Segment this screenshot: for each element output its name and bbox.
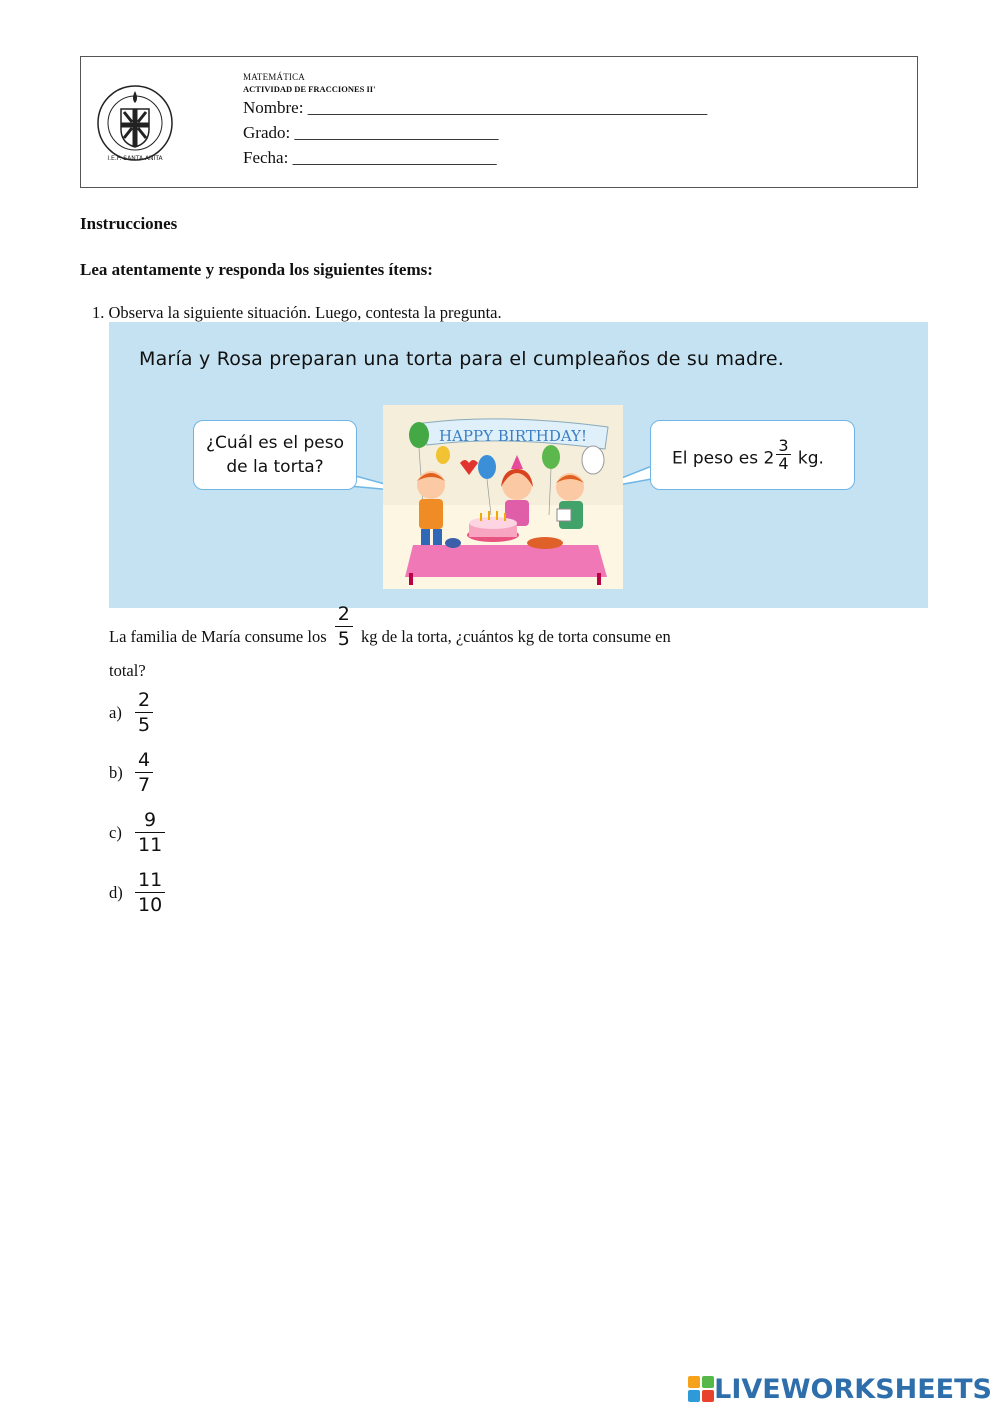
- question-1-prompt: [92, 303, 502, 323]
- option-fraction: [135, 748, 153, 797]
- option-label: b): [109, 762, 123, 782]
- fraction-numerator: 9: [135, 808, 165, 833]
- worksheet-header: [80, 56, 918, 188]
- bubble-right-suffix: kg.: [797, 448, 824, 469]
- option-b[interactable]: [109, 748, 157, 797]
- fraction-denominator: 7: [138, 774, 151, 796]
- question-number: 1.: [92, 303, 105, 322]
- fraction-numerator: 2: [335, 602, 353, 627]
- option-a[interactable]: [109, 688, 157, 737]
- bubble-right-prefix: El peso es 2: [672, 448, 775, 469]
- fraction-numerator: 3: [778, 436, 789, 455]
- birthday-illustration: [383, 405, 623, 589]
- date-blank[interactable]: ________________________: [292, 148, 497, 167]
- option-label: d): [109, 882, 123, 902]
- bubble-left-line1: ¿Cuál es el peso: [205, 433, 345, 453]
- bubble-left-line2: de la torta?: [226, 457, 324, 477]
- activity-title: ACTIVIDAD DE FRACCIONES II': [243, 84, 376, 94]
- speech-bubble-left: [193, 420, 357, 490]
- name-label: Nombre:: [243, 98, 304, 117]
- grade-blank[interactable]: ________________________: [294, 123, 499, 142]
- fraction-denominator: 10: [138, 894, 163, 916]
- problem-after: kg de la torta, ¿cuántos kg de torta consume en: [360, 627, 671, 646]
- option-c[interactable]: [109, 808, 169, 857]
- school-crest-icon: [95, 81, 175, 165]
- banner-text: HAPPY BIRTHDAY!: [438, 427, 588, 445]
- scene-caption: María y Rosa preparan una torta para el cumpleaños de su madre.: [139, 348, 784, 370]
- problem-statement: [109, 602, 749, 688]
- option-fraction: [135, 808, 165, 857]
- question-text: Observa la siguiente situación. Luego, contesta la pregunta.: [108, 303, 502, 322]
- subject-label: MATEMÁTICA: [243, 72, 305, 82]
- option-fraction: [135, 688, 153, 737]
- fraction-denominator: 11: [138, 834, 163, 856]
- problem-fraction: [335, 602, 353, 651]
- option-fraction: [135, 868, 165, 917]
- liveworksheets-logo[interactable]: [688, 1371, 992, 1407]
- fraction-denominator: 4: [778, 454, 789, 473]
- liveworksheets-logo-text: LIVEWORKSHEETS: [714, 1373, 992, 1405]
- fraction-denominator: 5: [138, 714, 151, 736]
- name-field[interactable]: [243, 95, 707, 120]
- fraction-numerator: 11: [135, 868, 165, 893]
- speech-bubble-right: [650, 420, 855, 490]
- fraction-numerator: 2: [135, 688, 153, 713]
- option-label: a): [109, 702, 122, 722]
- option-d[interactable]: [109, 868, 169, 917]
- instructions-subtitle: Lea atentamente y responda los siguientes ítems:: [80, 260, 433, 279]
- instructions-title: Instrucciones: [80, 214, 178, 233]
- option-label: c): [109, 822, 122, 842]
- grade-label: Grado:: [243, 123, 291, 142]
- problem-before: La familia de María consume los: [109, 627, 327, 646]
- name-blank[interactable]: _______________________________________________: [307, 98, 708, 117]
- crest-text: I.E.P. SANTA ANITA: [107, 155, 163, 162]
- date-field[interactable]: [243, 145, 707, 170]
- fraction-denominator: 5: [337, 627, 350, 650]
- bubble-right-fraction: [776, 437, 790, 472]
- fraction-numerator: 4: [135, 748, 153, 773]
- date-label: Fecha:: [243, 148, 289, 167]
- problem-end: total?: [109, 661, 146, 680]
- liveworksheets-logo-icon: [688, 1376, 714, 1402]
- grade-field[interactable]: [243, 120, 707, 145]
- scene-panel: [109, 322, 928, 608]
